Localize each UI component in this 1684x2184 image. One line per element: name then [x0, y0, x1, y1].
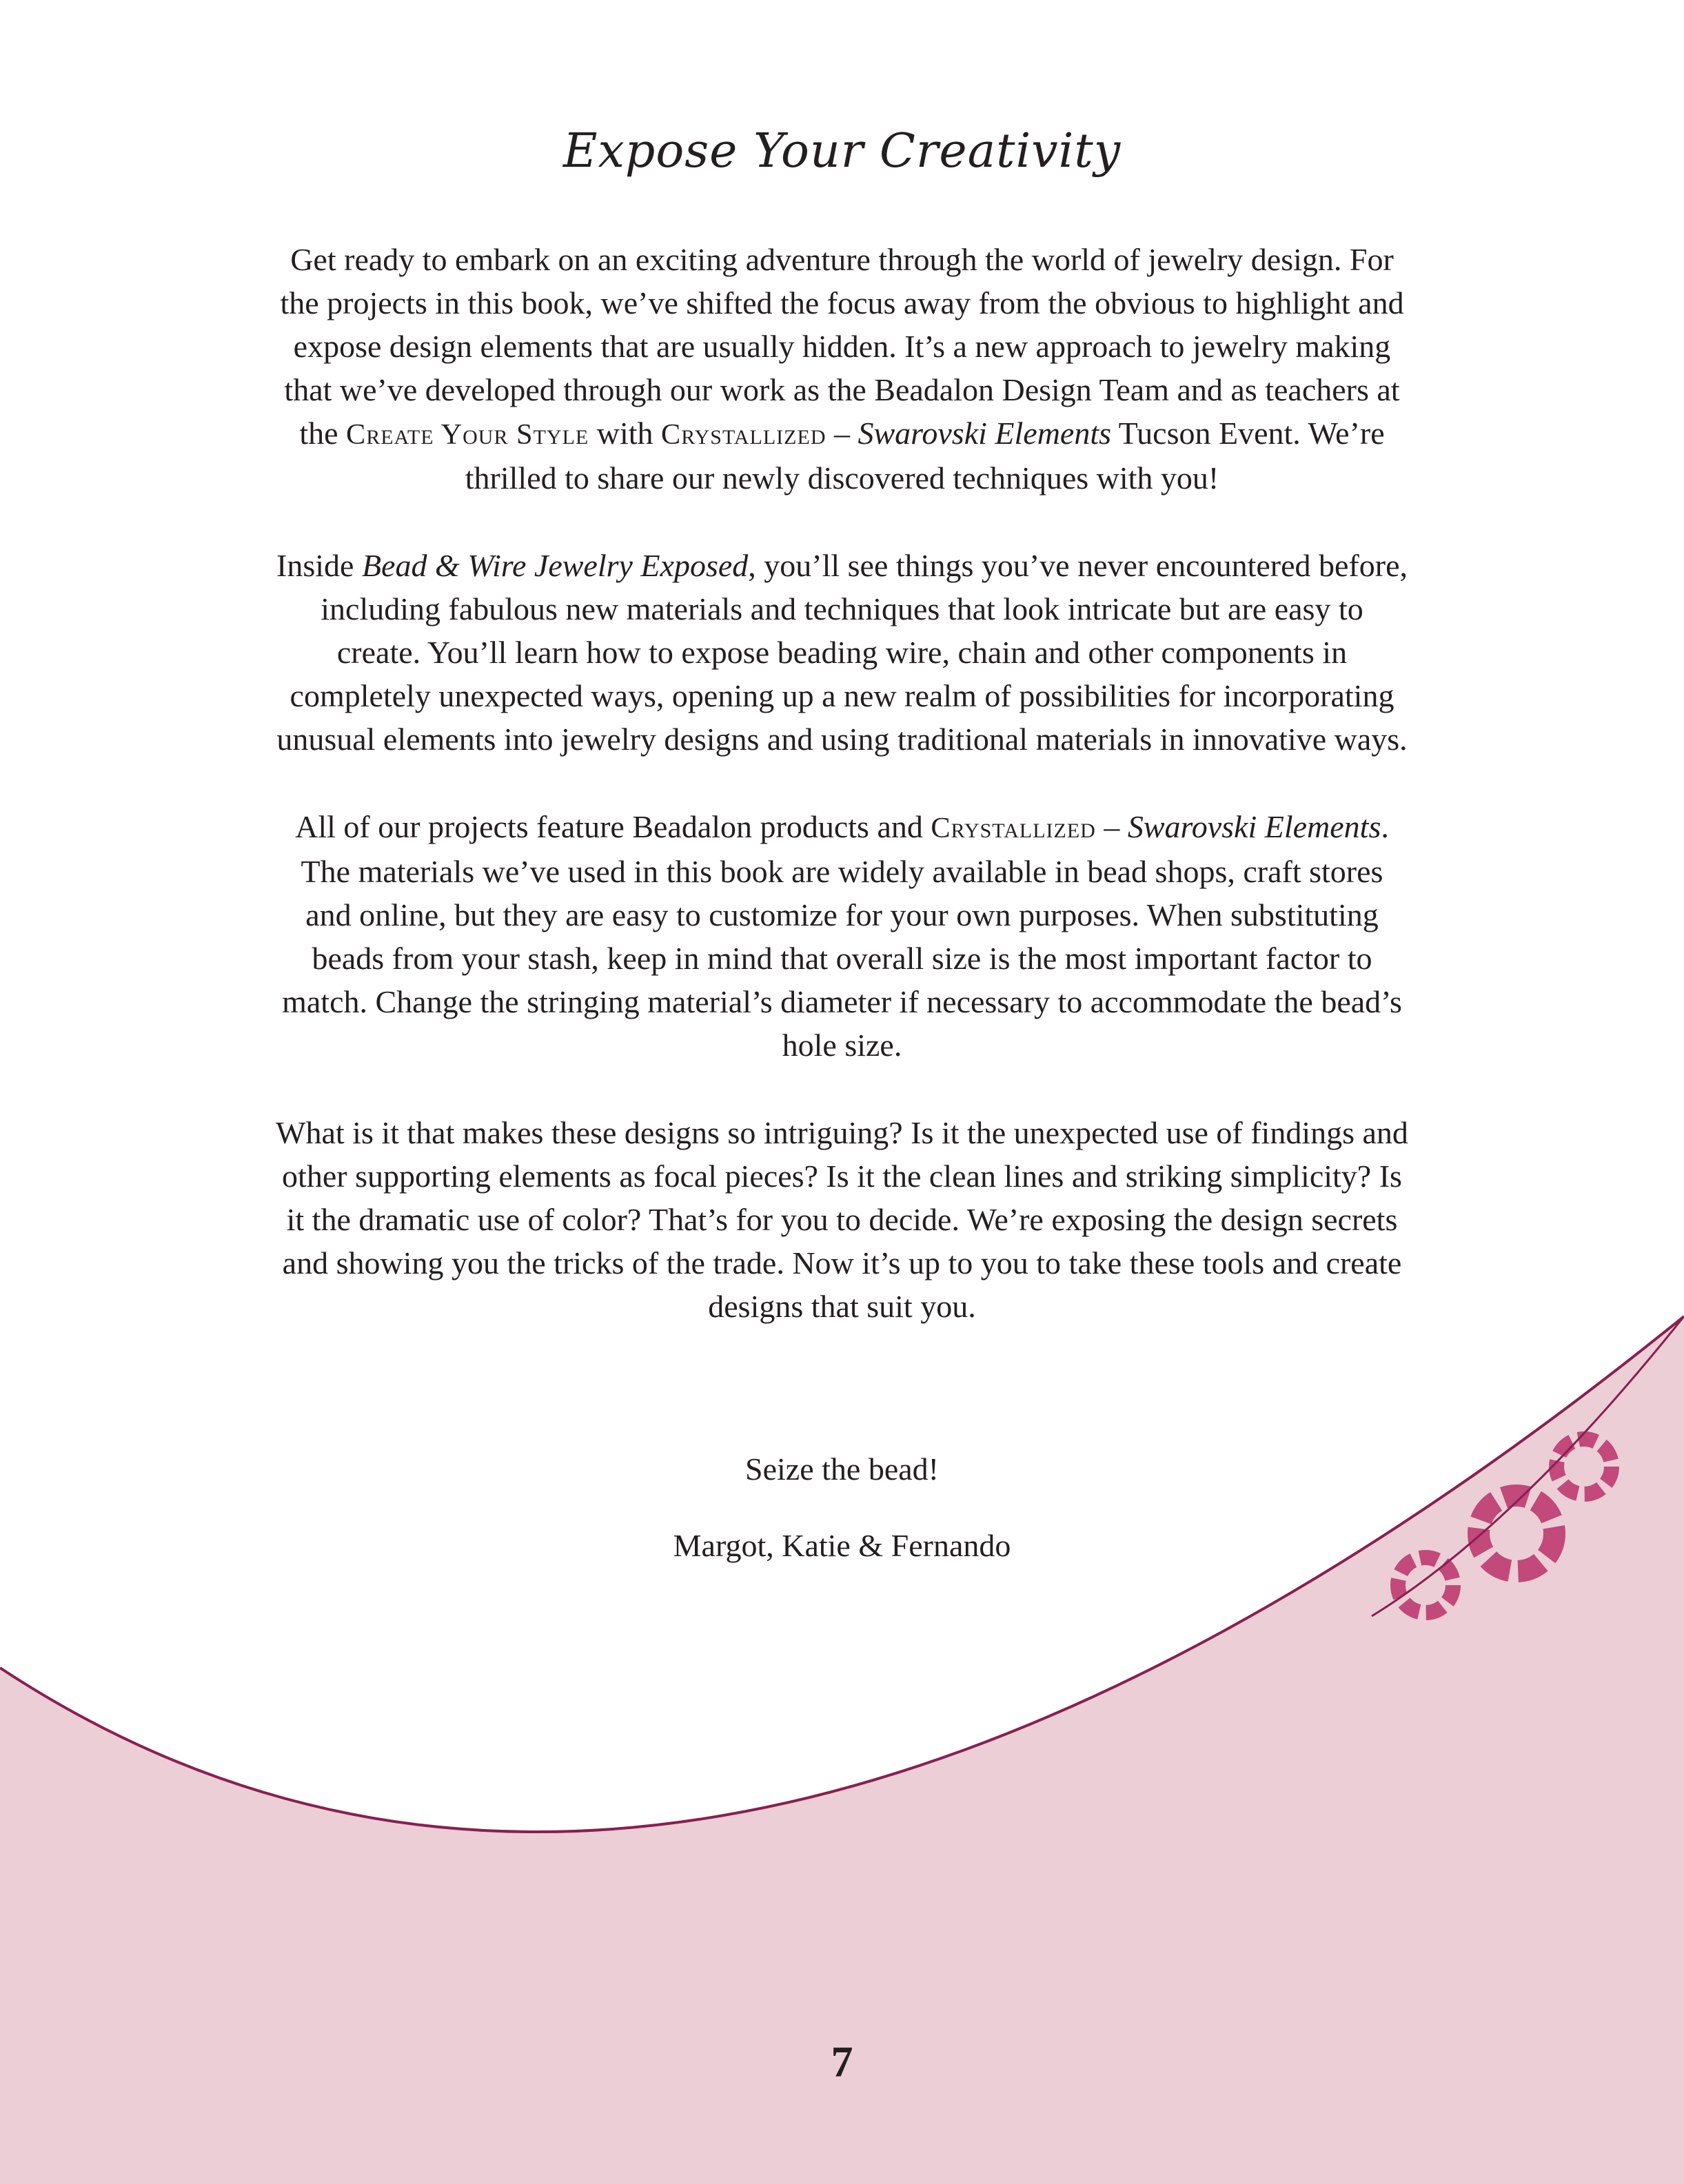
paragraph-1: Get ready to embark on an exciting adventure through the world of jewelry design. For the projects in this book, we’ve shifted the focus away from the obvious to highlight and expose design elements that are usually hidden. It’s a new approach to jewelry making that we’ve developed through our work as the Beadalon Design Team and as teachers at the Create Your Style with Crystallized – Swarovski Elements Tucson Event. We’re thrilled to share our newly discovered techniques with you!: [280, 242, 1404, 496]
body-text: [276, 238, 1408, 1372]
paragraph-3: All of our projects feature Beadalon products and Crystallized – Swarovski Elements. The materials we’ve used in this book are widely available in bead shops, craft stores and online, but they are easy to customize for your own purposes. When substituting beads from your stash, keep in mind that overall size is the most important factor to match. Change the stringing material’s diameter if necessary to accommodate the bead’s hole size.: [282, 809, 1402, 1063]
authors-line: Margot, Katie & Fernando: [673, 1528, 1011, 1563]
paragraph-4: What is it that makes these designs so intriguing? Is it the unexpected use of findings and other supporting elements as focal pieces? Is it the clean lines and striking simplicity? Is it the dramatic use of color? That’s for you to decide. We’re exposing the design secrets and showing you the tricks of the trade. Now it’s up to you to take these tools and create designs that suit you.: [276, 1115, 1408, 1324]
page-title: Expose Your Creativity: [562, 124, 1122, 178]
paragraph-2: Inside Bead & Wire Jewelry Exposed, you’ll see things you’ve never encountered before, including fabulous new materials and techniques that look intricate but are easy to create. You’ll learn how to expose beading wire, chain and other components in completely unexpected ways, opening up a new realm of possibilities for incorporating unusual elements into jewelry designs and using traditional materials in innovative ways.: [276, 548, 1408, 757]
closing-line: Seize the bead!: [745, 1451, 939, 1487]
page-number: 7: [831, 2037, 853, 2086]
signoff: [0, 1447, 1684, 1600]
